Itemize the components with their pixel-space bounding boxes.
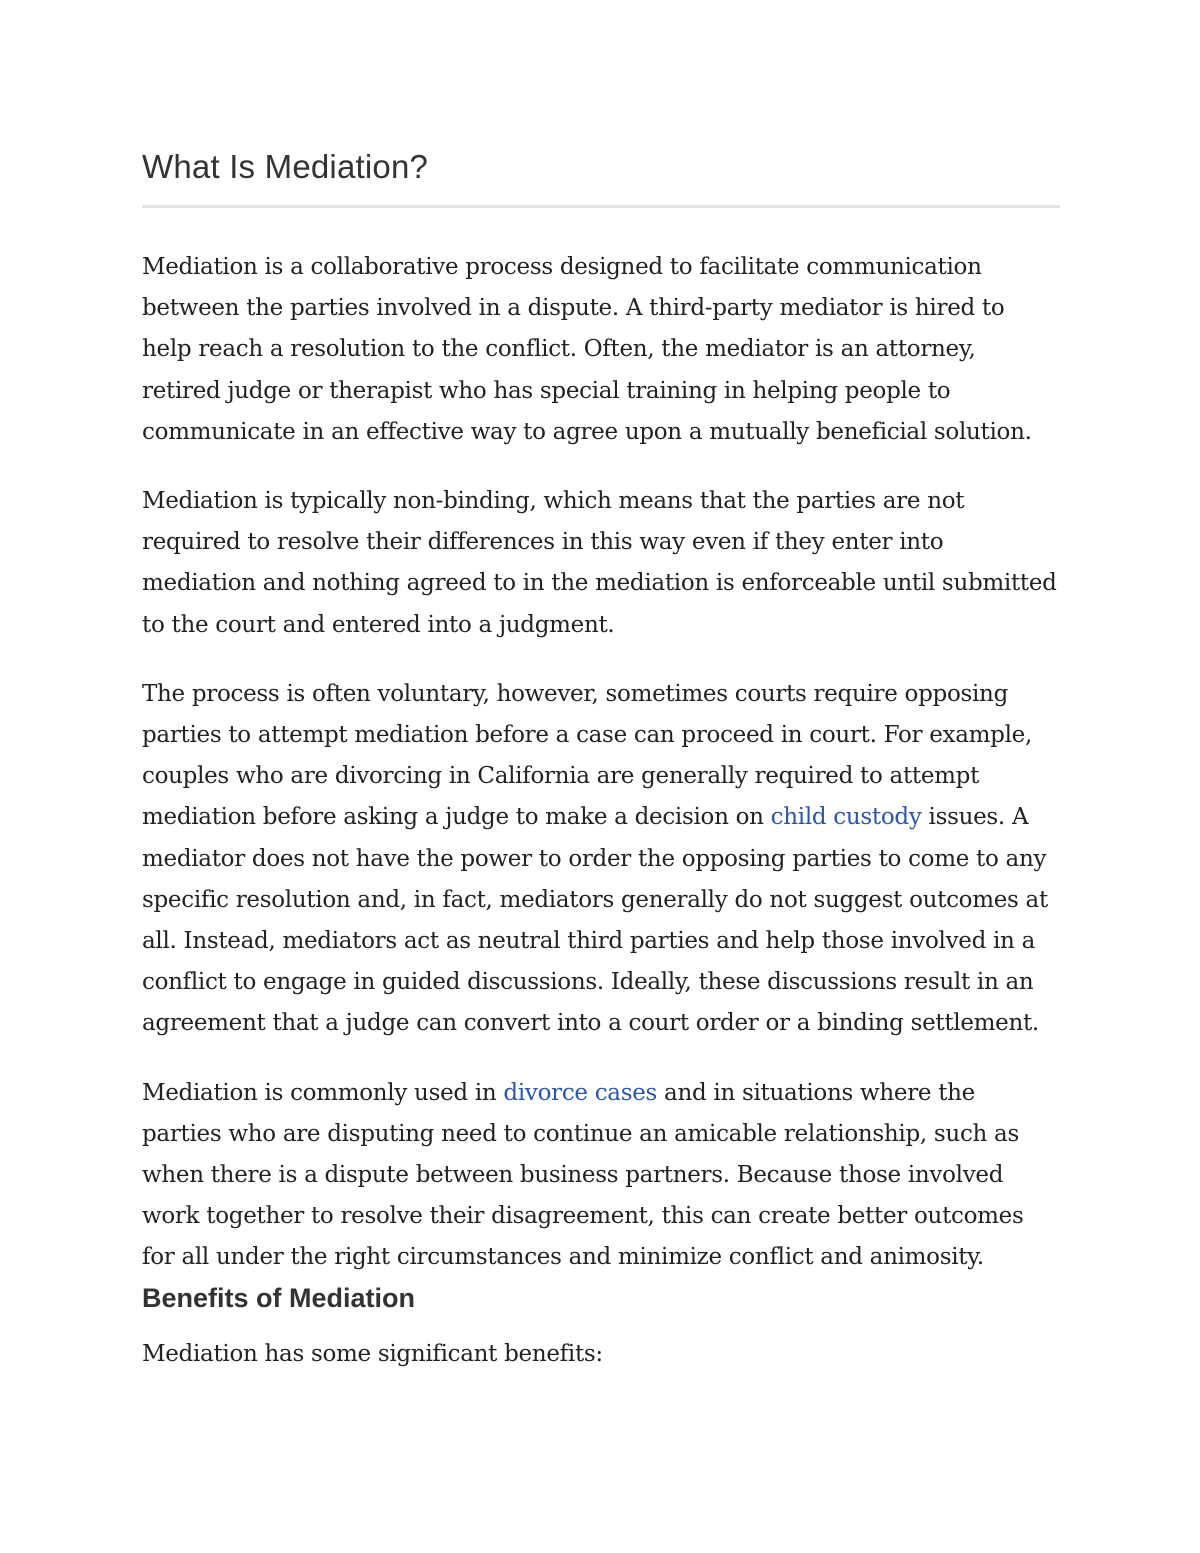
page-title: What Is Mediation? bbox=[142, 148, 429, 185]
paragraph-common-uses bbox=[142, 1073, 1060, 1279]
divorce-cases-link[interactable]: divorce cases bbox=[503, 1079, 658, 1106]
paragraph-common-uses-text-1: Mediation is commonly used in bbox=[142, 1079, 504, 1106]
title-divider bbox=[142, 205, 1060, 208]
paragraph-non-binding: Mediation is typically non-binding, which means that the parties are not required to resolve their differences in this way even if they enter into mediation and nothing agreed to in the mediation is enforceable until submitted to the court and entered into a judgment. bbox=[142, 488, 1057, 638]
child-custody-link[interactable]: child custody bbox=[770, 804, 922, 831]
benefits-intro: Mediation has some significant benefits: bbox=[142, 1340, 603, 1367]
paragraph-definition: Mediation is a collaborative process designed to facilitate communication between the parties involved in a dispute. A third-party mediator is hired to help reach a resolution to the conflict. Often, the mediator is an attorney, retired judge or therapist who has special training in helping people to communicate in an effective way to agree upon a mutually beneficial solution. bbox=[142, 254, 1032, 445]
paragraph-voluntary-text-1: The process is often voluntary, however, sometimes courts require opposing parties to attempt mediation before a case can proceed in court. For example, couples who are divorcing in California are generally required to attempt mediation before asking a judge to make a decision on bbox=[142, 680, 1032, 831]
article bbox=[142, 140, 1060, 1375]
paragraph-voluntary bbox=[142, 674, 1060, 1045]
paragraph-voluntary-text-2: issues. A mediator does not have the power to order the opposing parties to come to any specific resolution and, in fact, mediators generally do not suggest outcomes at all. Instead, mediators act as neutral third parties and help those involved in a conflict to engage in guided discussions. Ideally, these discussions result in an agreement that a judge can convert into a court order or a binding settlement. bbox=[142, 804, 1048, 1037]
paragraph-common-uses-text-2: and in situations where the parties who are disputing need to continue an amicable relationship, such as when there is a dispute between business partners. Because those involved work together to resolve their disagreement, this can create better outcomes for all under the right circumstances and minimize conflict and animosity. bbox=[142, 1079, 1024, 1271]
benefits-heading: Benefits of Mediation bbox=[142, 1282, 416, 1313]
